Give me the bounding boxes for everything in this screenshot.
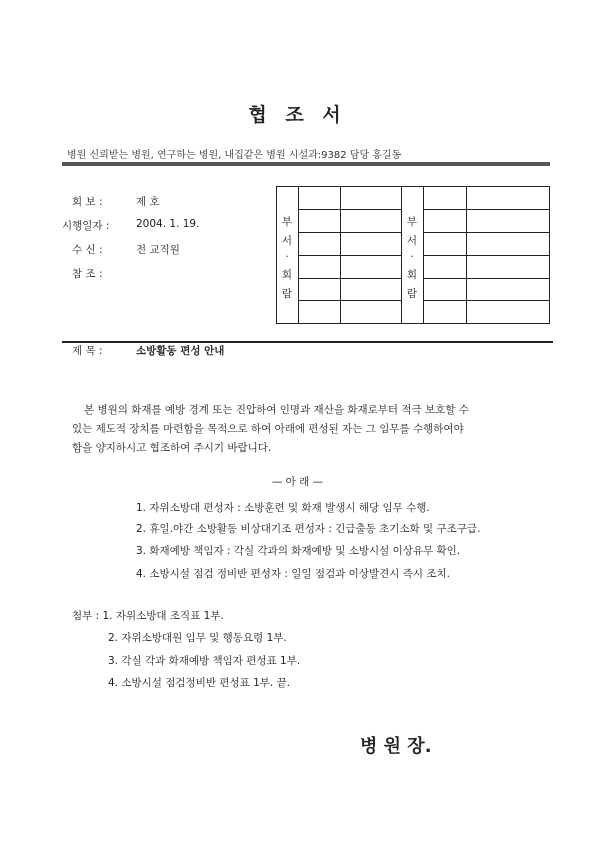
approval-left-char: 람 — [281, 288, 293, 300]
approval-left-char: 부 — [281, 216, 293, 228]
attachment-item: 3. 각실 각과 화재예방 책임자 편성표 1부. — [108, 655, 301, 667]
hoebo-value: 제 호 — [136, 196, 160, 208]
approval-left-char: 서 — [281, 235, 293, 247]
date-label: 시행일자 : — [62, 220, 110, 232]
subject-text: 소방활동 편성 안내 — [136, 345, 225, 357]
recipient-label: 수 신 : — [72, 244, 103, 256]
date-value: 2004. 1. 19. — [136, 218, 200, 230]
list-item: 2. 휴일.야간 소방활동 비상대기조 편성자 : 긴급출동 초기소화 및 구조구급. — [136, 523, 481, 535]
approval-right-char: 람 — [406, 288, 418, 300]
body-line: 본 병원의 화재를 예방 경계 또는 진압하여 인명과 재산을 화재로부터 적극 보호할 수 — [84, 404, 469, 416]
recipient-value: 전 교직원 — [136, 244, 180, 256]
body-line: 있는 제도적 장치를 마련함을 목적으로 하여 아래에 편성된 자는 그 임무를 수행하여야 — [72, 423, 464, 435]
approval-row-line — [423, 278, 549, 279]
header-line: 병원 신뢰받는 병원, 연구하는 병원, 내집같은 병원 시설과:9382 담당 홍길동 — [67, 150, 402, 161]
document-title: 협 조 서 — [248, 104, 347, 126]
approval-left-char: 회 — [281, 269, 293, 281]
approval-right-char: 부 — [406, 216, 418, 228]
approval-right-char: 회 — [406, 269, 418, 281]
attachment-item: 첨부 : 1. 자위소방대 조직표 1부. — [72, 610, 224, 622]
header-rule — [62, 162, 550, 166]
signature: 병 원 장. — [360, 736, 432, 757]
approval-row-line — [298, 232, 401, 233]
approval-left-char: · — [285, 251, 289, 263]
list-item: 3. 화재예방 책임자 : 각실 각과의 화재예방 및 소방시설 이상유무 확인. — [136, 545, 461, 557]
approval-row-line — [298, 300, 401, 301]
approval-row-line — [298, 255, 401, 256]
approval-row-line — [423, 209, 549, 210]
approval-row-line — [298, 278, 401, 279]
attachment-item: 2. 자위소방대원 임무 및 행동요령 1부. — [108, 632, 287, 644]
approval-right-char: 서 — [406, 235, 418, 247]
approval-table — [276, 186, 550, 324]
approval-row-line — [423, 300, 549, 301]
ar-heading: — 아 래 — — [271, 476, 324, 488]
approval-right-char: · — [410, 251, 414, 263]
attachment-item: 4. 소방시설 점검정비반 편성표 1부. 끝. — [108, 677, 291, 689]
approval-row-line — [298, 209, 401, 210]
subject-label: 제 목 : — [72, 345, 103, 357]
approval-row-line — [423, 255, 549, 256]
hoebo-label: 회 보 : — [72, 196, 103, 208]
list-item: 1. 자위소방대 편성자 : 소방훈련 및 화재 발생시 해당 임무 수행. — [136, 502, 430, 514]
approval-row-line — [423, 232, 549, 233]
reference-label: 참 조 : — [72, 268, 103, 280]
body-line: 함을 양지하시고 협조하여 주시기 바랍니다. — [72, 442, 272, 454]
list-item: 4. 소방시설 점검 정비반 편성자 : 일일 점검과 이상발견시 즉시 조치. — [136, 568, 450, 580]
